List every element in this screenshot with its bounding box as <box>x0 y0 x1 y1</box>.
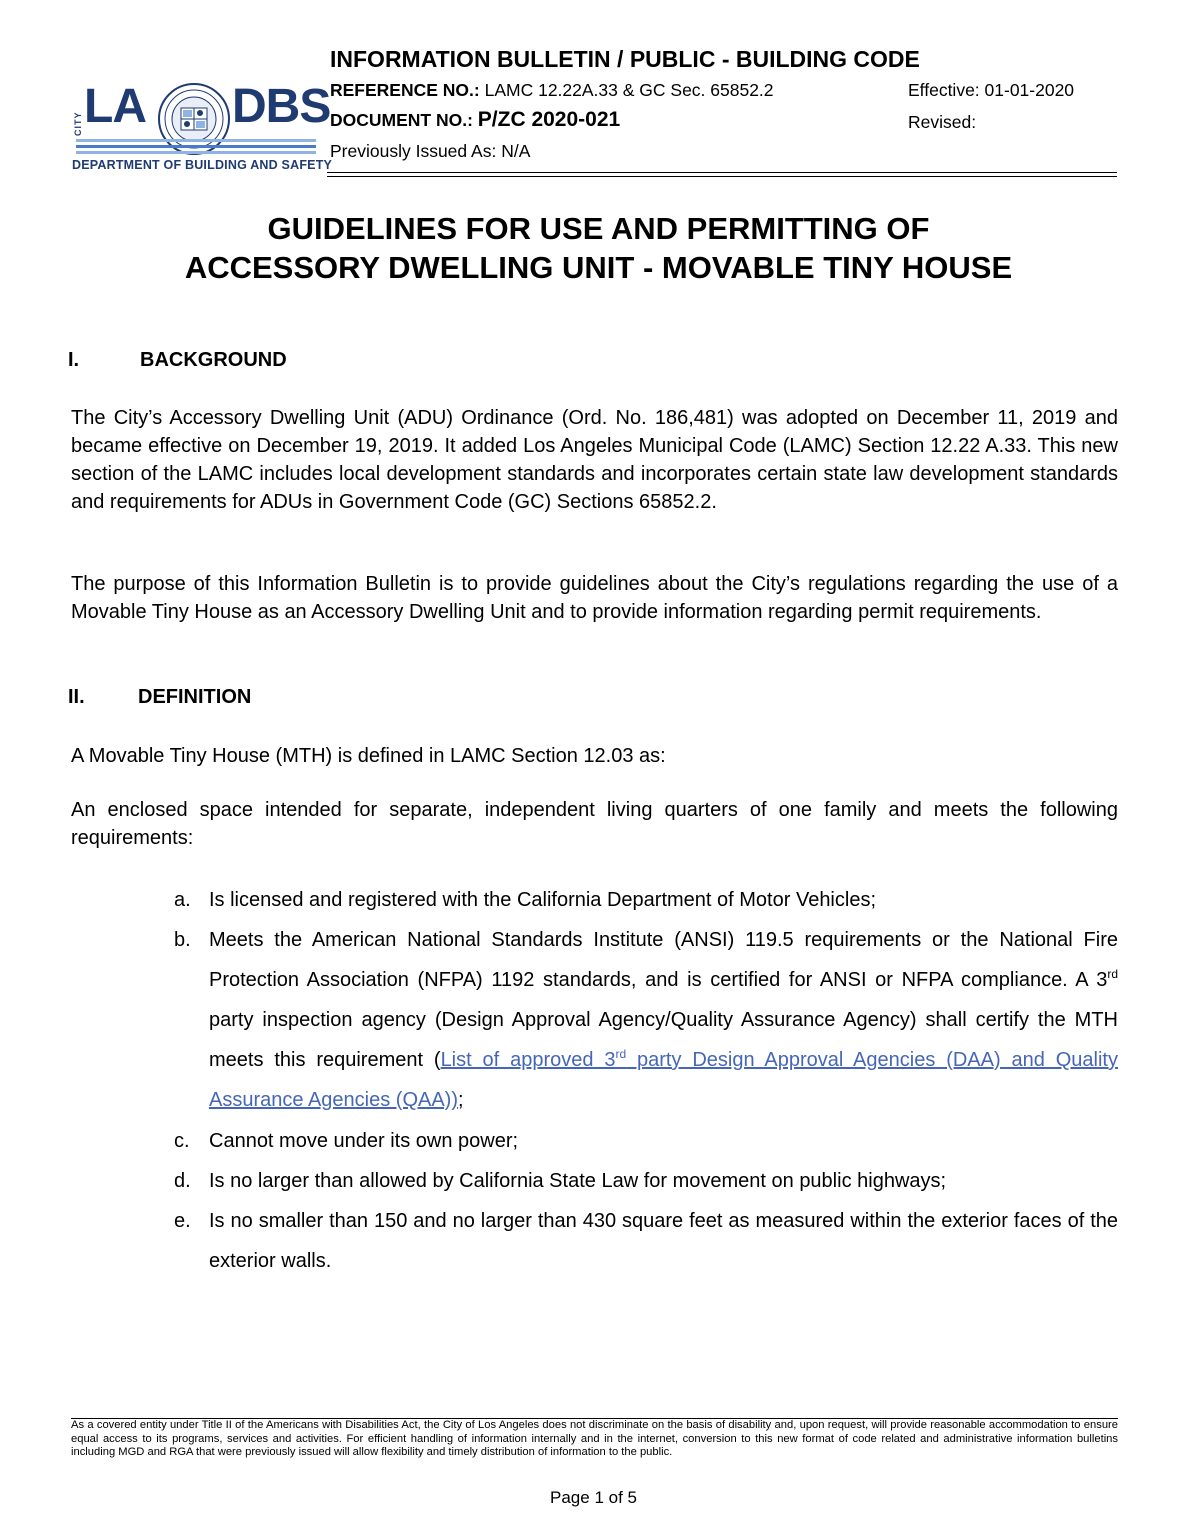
background-paragraph-1: The City’s Accessory Dwelling Unit (ADU) Ordinance (Ord. No. 186,481) was adopted on December 11, 2019 and became effective on December 19, 2019. It added Los Angeles Municipal Code (LAMC) Section 12.22 A.33. This new section of the LAMC includes local development standards and incorporates certain state law development standards and requirements for ADUs in Government Code (GC) Sections 65852.2. <box>71 407 1118 513</box>
previously-issued: Previously Issued As: N/A <box>330 141 531 161</box>
list-text: Is no larger than allowed by California State Law for movement on public highways; <box>209 1170 947 1192</box>
document-line <box>330 108 620 132</box>
document-title-line-1: GUIDELINES FOR USE AND PERMITTING OF <box>267 211 930 246</box>
document-title-line-2: ACCESSORY DWELLING UNIT - MOVABLE TINY HOUSE <box>184 250 1013 285</box>
list-letter: a. <box>174 889 191 911</box>
logo-stripes <box>76 138 316 156</box>
list-text-part: Meets the American National Standards Institute (ANSI) 119.5 requirements or the National Fire Protection Association (NFPA) 1192 standards, and is certified for ANSI or NFPA compliance. A 3 <box>209 929 1118 991</box>
list-letter: c. <box>174 1130 190 1152</box>
list-item <box>174 1161 1118 1201</box>
list-item <box>174 880 1118 920</box>
list-letter: b. <box>174 929 191 951</box>
list-letter: e. <box>174 1210 191 1232</box>
list-text: Is licensed and registered with the California Department of Motor Vehicles; <box>209 889 877 911</box>
header-rule-bottom <box>327 176 1117 177</box>
list-text: Is no smaller than 150 and no larger than 430 square feet as measured within the exterior faces of the exterior walls. <box>209 1210 1118 1272</box>
document-label: DOCUMENT NO.: <box>330 110 473 130</box>
section-1-heading: BACKGROUND <box>140 349 287 371</box>
logo-la-text: LA <box>84 80 146 133</box>
reference-label: REFERENCE NO.: <box>330 80 480 100</box>
section-2-heading: DEFINITION <box>138 686 252 708</box>
bulletin-title: INFORMATION BULLETIN / PUBLIC - BUILDING CODE <box>330 46 920 72</box>
list-text-end: ; <box>458 1089 464 1111</box>
background-paragraph-2: The purpose of this Information Bulletin is to provide guidelines about the City’s regulations regarding the use of a Movable Tiny House as an Accessory Dwelling Unit and to provide information regarding permit requirements. <box>71 573 1118 623</box>
list-item <box>174 1121 1118 1161</box>
section-1-numeral: I. <box>68 349 80 371</box>
superscript: rd <box>1107 967 1118 981</box>
reference-value: LAMC 12.22A.33 & GC Sec. 65852.2 <box>484 80 774 100</box>
page-number: Page 1 of 5 <box>550 1488 637 1507</box>
list-item <box>174 920 1118 1120</box>
list-letter: d. <box>174 1170 191 1192</box>
ada-disclaimer: As a covered entity under Title II of the Americans with Disabilities Act, the City of Los Angeles does not discriminate on the basis of disability and, upon request, will provide reasonable accommodation to ensure equal access to its programs, services and activities. For efficient handling of information internally and in the internet, conversion to this new format of code related and administrative information bulletins including MGD and RGA that were previously issued will allow flexibility and timely distribution of information to the public. <box>71 1419 1118 1458</box>
list-text-part: party inspection agency (Design Approval Agency/Quality Assurance Agency) shall certify the MTH meets this requirement ( <box>209 1009 1118 1071</box>
document-number: P/ZC 2020-021 <box>477 108 621 131</box>
list-item <box>174 1201 1118 1281</box>
definition-intro: A Movable Tiny House (MTH) is defined in LAMC Section 12.03 as: <box>71 745 666 767</box>
revised-label: Revised: <box>908 112 977 132</box>
logo-dbs-text: DBS <box>232 80 331 133</box>
link-text: party Design Approval Agencies (DAA) and Quality Assurance Agencies (QAA)) <box>209 1049 1118 1111</box>
header-rule-top <box>327 172 1117 173</box>
section-2-numeral: II. <box>68 686 85 708</box>
link-text: List of approved 3 <box>440 1049 616 1071</box>
list-text: Cannot move under its own power; <box>209 1130 519 1152</box>
logo-department-name: DEPARTMENT OF BUILDING AND SAFETY <box>72 158 333 172</box>
reference-line <box>330 80 774 101</box>
logo-city-text: CITY <box>73 111 83 136</box>
definition-paragraph: An enclosed space intended for separate, independent living quarters of one family and meets the following requirements: <box>71 799 1118 849</box>
list-text <box>209 920 1118 1120</box>
superscript: rd <box>615 1047 627 1061</box>
effective-date: Effective: 01-01-2020 <box>908 80 1075 100</box>
